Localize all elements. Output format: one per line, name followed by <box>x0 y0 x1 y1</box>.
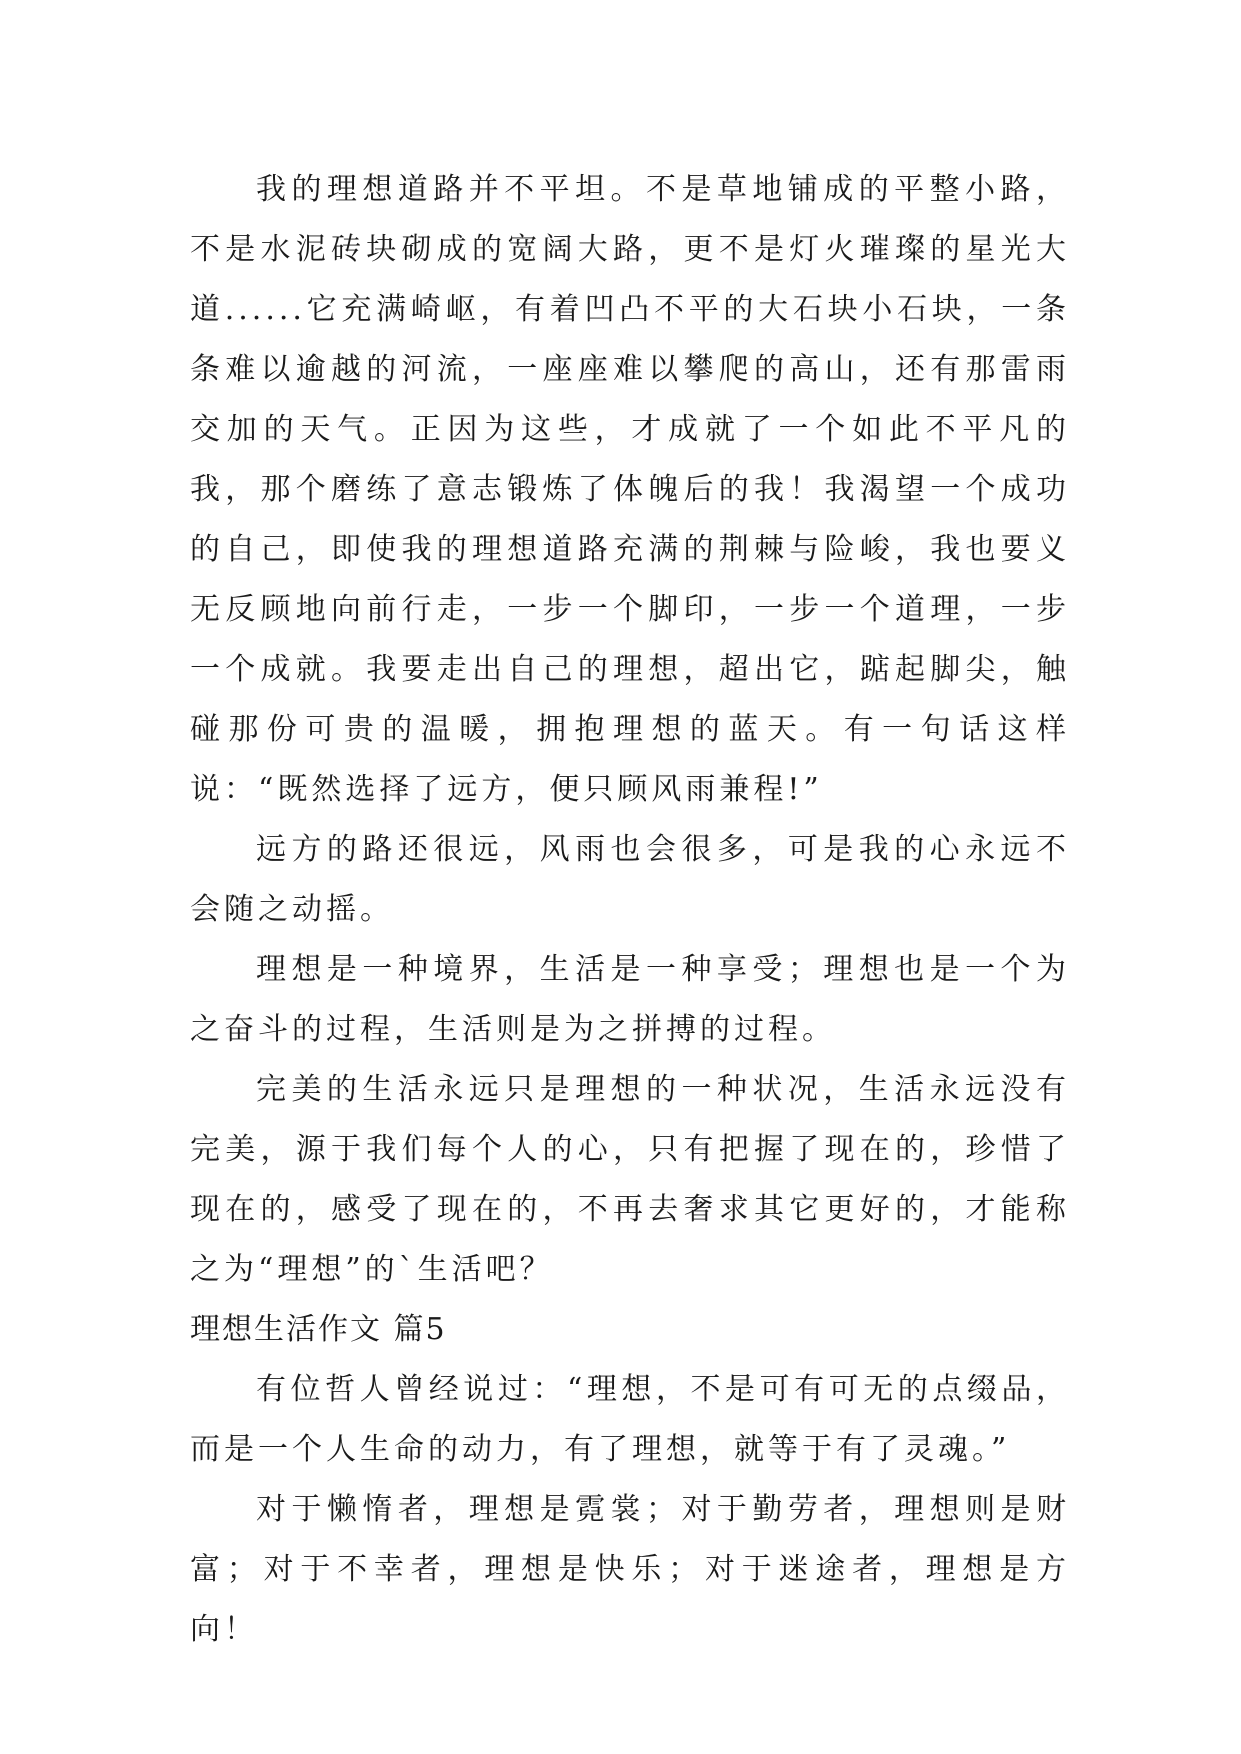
paragraph: 远方的路还很远，风雨也会很多，可是我的心永远不会随之动摇。 <box>190 832 1070 927</box>
paragraph: 有位哲人曾经说过：“理想，不是可有可无的点缀品，而是一个人生命的动力，有了理想，就等于有了灵魂。” <box>190 1372 1070 1467</box>
paragraph: 完美的生活永远只是理想的一种状况，生活永远没有完美，源于我们每个人的心，只有把握了现在的，珍惜了现在的，感受了现在的，不再去奢求其它更好的，才能称之为“理想”的`生活吧？ <box>190 1072 1070 1287</box>
paragraph: 我的理想道路并不平坦。不是草地铺成的平整小路，不是水泥砖块砌成的宽阔大路，更不是灯火璀璨的星光大道......它充满崎岖，有着凹凸不平的大石块小石块，一条条难以逾越的河流，一座座难以攀爬的高山，还有那雷雨交加的天气。正因为这些，才成就了一个如此不平凡的我，那个磨练了意志锻炼了体魄后的我！我渴望一个成功的自己，即使我的理想道路充满的荆棘与险峻，我也要义无反顾地向前行走，一步一个脚印，一步一个道理，一步一个成就。我要走出自己的理想，超出它，踮起脚尖，触碰那份可贵的温暖，拥抱理想的蓝天。有一句话这样说：“既然选择了远方，便只顾风雨兼程!” <box>190 172 1070 807</box>
paragraph: 理想是一种境界，生活是一种享受；理想也是一个为之奋斗的过程，生活则是为之拼搏的过程。 <box>190 952 1070 1047</box>
paragraph: 对于懒惰者，理想是霓裳；对于勤劳者，理想则是财富；对于不幸者，理想是快乐；对于迷途者，理想是方向！ <box>190 1492 1070 1647</box>
section-heading: 理想生活作文 篇5 <box>190 1312 447 1347</box>
document-page <box>190 160 1070 1660</box>
